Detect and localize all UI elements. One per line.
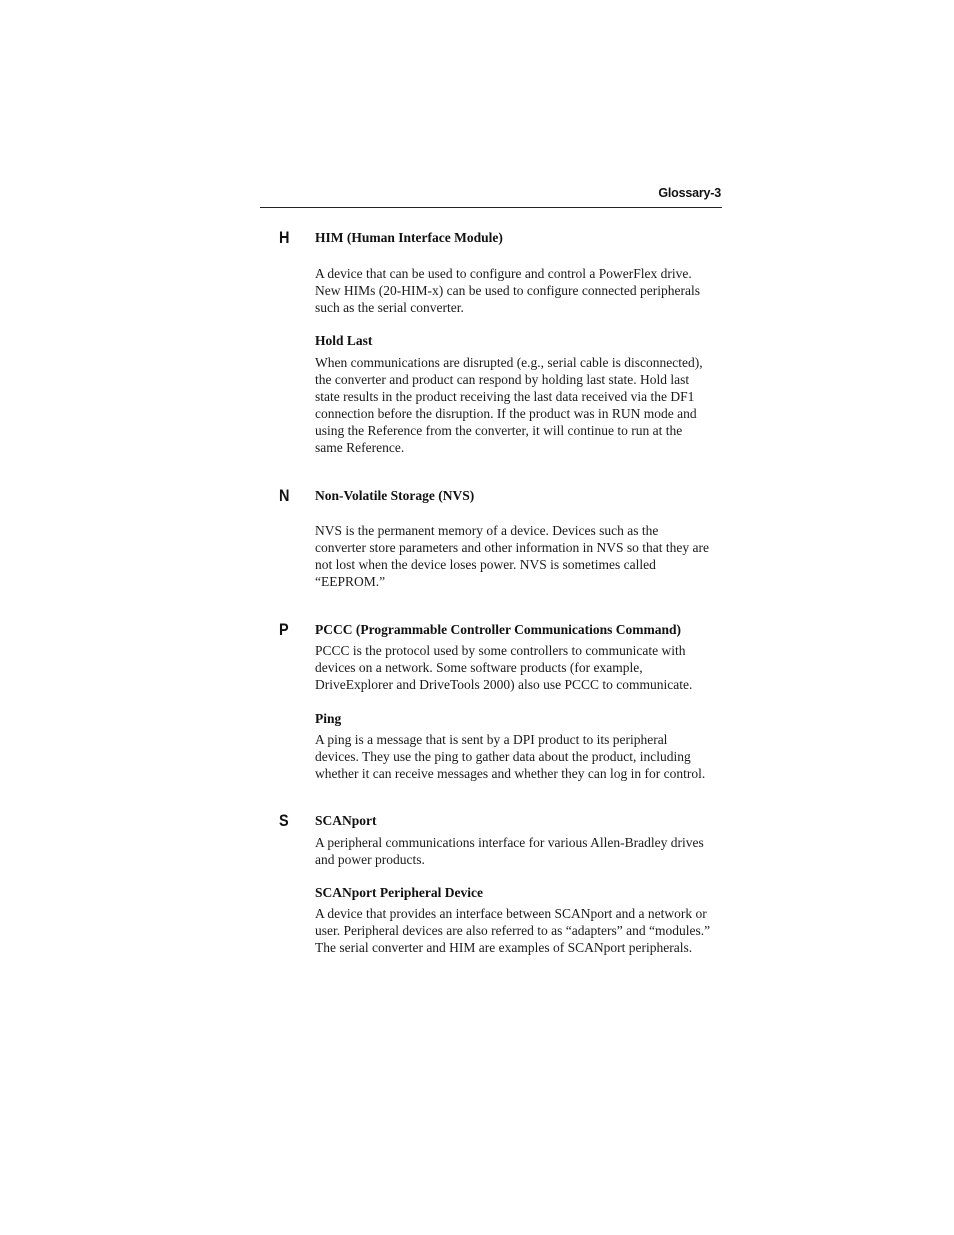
definition-scanport-peripheral-device	[315, 905, 725, 956]
definition-line: devices on a network. Some software products (for example,	[315, 660, 643, 675]
section-letter-s: S	[279, 811, 289, 830]
section-letter-n: N	[279, 486, 290, 505]
definition-line: The serial converter and HIM are examples of SCANport peripherals.	[315, 940, 693, 955]
term-scanport: SCANport	[315, 813, 377, 828]
term-him: HIM (Human Interface Module)	[315, 230, 503, 245]
definition-line: “EEPROM.”	[315, 574, 386, 589]
definition-line: New HIMs (20-HIM-x) can be used to configure connected peripherals	[315, 283, 700, 298]
definition-pccc	[315, 642, 725, 693]
definition-line: user. Peripheral devices are also referred to as “adapters” and “modules.”	[315, 923, 711, 938]
definition-line: same Reference.	[315, 440, 405, 455]
section-letter-h: H	[279, 228, 290, 247]
definition-ping	[315, 731, 725, 782]
definition-line: A device that provides an interface between SCANport and a network or	[315, 906, 707, 921]
term-scanport-peripheral-device: SCANport Peripheral Device	[315, 885, 483, 900]
definition-line: connection before the disruption. If the product was in RUN mode and	[315, 406, 697, 421]
definition-line: PCCC is the protocol used by some controllers to communicate with	[315, 643, 686, 658]
definition-line: A ping is a message that is sent by a DPI product to its peripheral	[315, 732, 668, 747]
section-letter-p: P	[279, 620, 289, 639]
definition-scanport	[315, 834, 725, 868]
term-hold-last: Hold Last	[315, 333, 373, 348]
page-number-label: Glossary-3	[658, 186, 721, 200]
definition-him	[315, 265, 725, 316]
definition-line: state results in the product receiving the last data received via the DF1	[315, 389, 695, 404]
term-pccc: PCCC (Programmable Controller Communications Command)	[315, 622, 681, 637]
definition-line: whether it can receive messages and whether they can log in for control.	[315, 766, 706, 781]
definition-line: such as the serial converter.	[315, 300, 464, 315]
definition-line: A device that can be used to configure and control a PowerFlex drive.	[315, 266, 692, 281]
definition-line: converter store parameters and other information in NVS so that they are	[315, 540, 709, 555]
definition-hold-last	[315, 354, 725, 456]
definition-line: the converter and product can respond by holding last state. Hold last	[315, 372, 690, 387]
definition-line: DriveExplorer and DriveTools 2000) also use PCCC to communicate.	[315, 677, 693, 692]
term-ping: Ping	[315, 711, 342, 726]
definition-line: NVS is the permanent memory of a device. Devices such as the	[315, 523, 659, 538]
term-nvs: Non-Volatile Storage (NVS)	[315, 488, 475, 503]
definition-nvs	[315, 522, 725, 590]
definition-line: using the Reference from the converter, it will continue to run at the	[315, 423, 683, 438]
definition-line: A peripheral communications interface for various Allen-Bradley drives	[315, 835, 704, 850]
definition-line: devices. They use the ping to gather data about the product, including	[315, 749, 691, 764]
definition-line: not lost when the device loses power. NVS is sometimes called	[315, 557, 656, 572]
definition-line: When communications are disrupted (e.g., serial cable is disconnected),	[315, 355, 703, 370]
page-header	[260, 185, 722, 208]
definition-line: and power products.	[315, 852, 425, 867]
